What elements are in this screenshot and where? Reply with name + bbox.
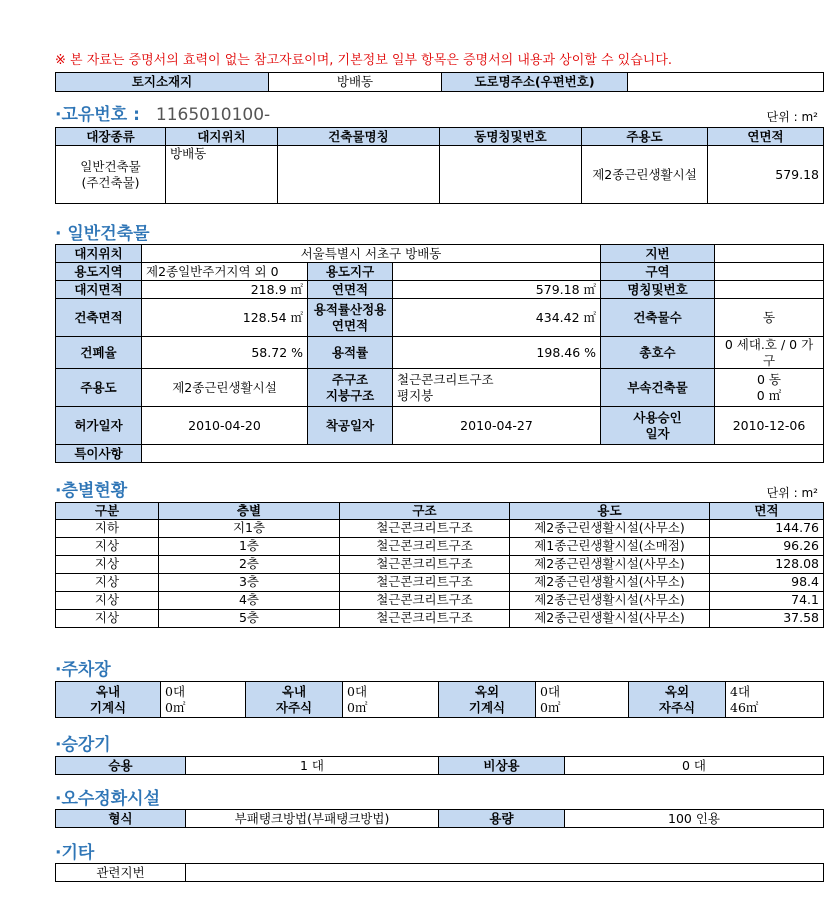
parking-count: 0대 — [165, 683, 186, 699]
table-row — [56, 555, 824, 573]
far-area-label-line2: 연면적 — [331, 317, 369, 333]
floor-structure: 철근콘크리트구조 — [340, 555, 510, 573]
lot-label: 지번 — [601, 245, 715, 263]
parking-indoor-mech-label — [56, 682, 161, 718]
floor-structure: 철근콘크리트구조 — [340, 519, 510, 537]
ledger-site: 방배동 — [166, 146, 278, 204]
structure-value — [393, 369, 601, 407]
floor-kind: 지상 — [56, 609, 159, 627]
main-use-value: 제2종근린생활시설 — [142, 369, 308, 407]
floor-use: 제2종근린생활시설(사무소) — [510, 591, 710, 609]
annex-label: 부속건축물 — [601, 369, 715, 407]
table-row — [56, 609, 824, 627]
septic-type-value: 부패탱크방법(부패탱크방법) — [186, 810, 439, 828]
septic-type-label: 형식 — [56, 810, 186, 828]
bcr-value: 58.72 % — [142, 337, 308, 369]
far-label: 용적률 — [308, 337, 393, 369]
parking-label-line1: 옥외 — [474, 683, 500, 699]
permit-date-label: 허가일자 — [56, 407, 142, 445]
ledger-main-use: 제2종근린생활시설 — [582, 146, 708, 204]
related-lot-label: 관련지번 — [56, 864, 186, 882]
floor-name: 4층 — [159, 591, 340, 609]
floors-header-kind: 구분 — [56, 503, 159, 520]
elevator-heading: ·승강기 — [55, 735, 111, 755]
parking-label-line1: 옥내 — [95, 683, 121, 699]
site-value: 서울특별시 서초구 방배동 — [142, 245, 601, 263]
unit-label: 단위 : m² — [766, 110, 818, 124]
special-label: 특이사항 — [56, 445, 142, 463]
table-row — [56, 573, 824, 591]
header-floor-area: 연면적 — [708, 128, 824, 146]
approval-date-label-line1: 사용승인 — [633, 410, 682, 426]
site-label: 대지위치 — [56, 245, 142, 263]
related-lot-value — [186, 864, 824, 882]
unique-number-title: ·고유번호 : — [55, 105, 140, 125]
parking-outdoor-mech-label — [439, 682, 536, 718]
septic-heading: ·오수정화시설 — [55, 789, 160, 809]
floors-unit-label: 단위 : m² — [766, 486, 818, 500]
units-label: 총호수 — [601, 337, 715, 369]
dong-name-label: 명칭및번호 — [601, 281, 715, 299]
floor-use: 제2종근린생활시설(사무소) — [510, 519, 710, 537]
floor-name: 2층 — [159, 555, 340, 573]
far-value: 198.46 % — [393, 337, 601, 369]
ledger-bldg-name — [278, 146, 440, 204]
parking-count: 0대 — [540, 683, 561, 699]
road-address-value — [628, 73, 824, 92]
parking-count: 0대 — [347, 683, 368, 699]
area-value — [715, 263, 824, 281]
table-row — [56, 537, 824, 555]
header-main-use: 주용도 — [582, 128, 708, 146]
floor-area: 144.76 — [710, 519, 824, 537]
table-row — [56, 591, 824, 609]
units-value: 0 세대.호 / 0 가구 — [715, 337, 824, 369]
parking-indoor-self-value — [343, 682, 439, 718]
floor-area: 98.4 — [710, 573, 824, 591]
floor-kind: 지상 — [56, 537, 159, 555]
dong-name-value — [715, 281, 824, 299]
floors-table — [55, 502, 824, 628]
building-area-value: 128.54 ㎡ — [142, 299, 308, 337]
floor-kind: 지상 — [56, 555, 159, 573]
annex-area: 0 ㎡ — [756, 387, 782, 403]
ledger-type-line2: (주건축물) — [81, 174, 140, 190]
floor-use: 제2종근린생활시설(사무소) — [510, 609, 710, 627]
etc-heading: ·기타 — [55, 843, 95, 863]
floors-header-floor: 층별 — [159, 503, 340, 520]
structure-value-roof: 평지붕 — [397, 387, 434, 403]
floors-heading: ·층별현황 — [55, 481, 128, 501]
ledger-type-line1: 일반건축물 — [80, 158, 141, 174]
location-table — [55, 72, 824, 92]
parking-area: 0㎡ — [347, 699, 368, 715]
building-area-label: 건축면적 — [56, 299, 142, 337]
parking-label-line2: 자주식 — [658, 699, 696, 715]
lot-value — [715, 245, 824, 263]
ledger-summary-table — [55, 127, 824, 204]
floor-use: 제2종근린생활시설(사무소) — [510, 555, 710, 573]
floor-area: 128.08 — [710, 555, 824, 573]
structure-label-line1: 주구조 — [331, 372, 369, 388]
parking-area: 46㎡ — [730, 699, 759, 715]
ledger-type — [56, 146, 166, 204]
start-date-value: 2010-04-27 — [393, 407, 601, 445]
parking-indoor-mech-value — [161, 682, 246, 718]
district-label: 용도지구 — [308, 263, 393, 281]
parking-area: 0㎡ — [165, 699, 186, 715]
far-area-label-line1: 용적률산정용 — [313, 301, 387, 317]
floor-name: 5층 — [159, 609, 340, 627]
floor-structure: 철근콘크리트구조 — [340, 537, 510, 555]
area-label: 구역 — [601, 263, 715, 281]
table-row — [56, 519, 824, 537]
location-label: 토지소재지 — [56, 73, 269, 92]
header-bldg-name: 건축물명칭 — [278, 128, 440, 146]
floors-header-use: 용도 — [510, 503, 710, 520]
elevator-table — [55, 756, 824, 775]
floor-name: 1층 — [159, 537, 340, 555]
parking-label-line2: 기계식 — [468, 699, 506, 715]
floor-area: 96.26 — [710, 537, 824, 555]
parking-area: 0㎡ — [540, 699, 561, 715]
main-use-label: 주용도 — [56, 369, 142, 407]
unique-number-heading — [55, 100, 270, 125]
floor-kind: 지상 — [56, 573, 159, 591]
parking-outdoor-self-label — [629, 682, 726, 718]
unique-number: 1165010100- — [155, 105, 271, 125]
annex-count: 0 동 — [757, 372, 782, 388]
floor-use: 제1종근린생활시설(소매점) — [510, 537, 710, 555]
parking-indoor-self-label — [246, 682, 343, 718]
elevator-emergency-value: 0 대 — [565, 757, 824, 775]
approval-date-label — [601, 407, 715, 445]
approval-date-value: 2010-12-06 — [715, 407, 824, 445]
parking-label-line1: 옥내 — [281, 683, 307, 699]
far-area-value: 434.42 ㎡ — [393, 299, 601, 337]
floor-name: 지1층 — [159, 519, 340, 537]
building-count-label: 건축물수 — [601, 299, 715, 337]
floor-structure: 철근콘크리트구조 — [340, 591, 510, 609]
elevator-passenger-label: 승용 — [56, 757, 186, 775]
header-ledger-type: 대장종류 — [56, 128, 166, 146]
location-value: 방배동 — [269, 73, 442, 92]
annex-value — [715, 369, 824, 407]
start-date-label: 착공일자 — [308, 407, 393, 445]
floor-name: 3층 — [159, 573, 340, 591]
elevator-emergency-label: 비상용 — [439, 757, 565, 775]
parking-label-line1: 옥외 — [664, 683, 690, 699]
general-building-table — [55, 244, 824, 463]
septic-table — [55, 809, 824, 828]
floor-use: 제2종근린생활시설(사무소) — [510, 573, 710, 591]
disclaimer-notice: ※ 본 자료는 증명서의 효력이 없는 참고자료이며, 기본정보 일부 항목은 증명서의 내용과 상이할 수 있습니다. — [55, 53, 673, 68]
header-site: 대지위치 — [166, 128, 278, 146]
total-floor-area-label: 연면적 — [308, 281, 393, 299]
structure-label-line2: 지붕구조 — [325, 387, 375, 403]
etc-table — [55, 863, 824, 882]
parking-table — [55, 681, 824, 718]
parking-label-line2: 기계식 — [89, 699, 127, 715]
total-floor-area-value: 579.18 ㎡ — [393, 281, 601, 299]
floor-structure: 철근콘크리트구조 — [340, 609, 510, 627]
land-area-value: 218.9 ㎡ — [142, 281, 308, 299]
ledger-floor-area: 579.18 — [708, 146, 824, 204]
parking-outdoor-mech-value — [536, 682, 629, 718]
general-building-heading: · 일반건축물 — [55, 224, 150, 244]
floors-header-structure: 구조 — [340, 503, 510, 520]
elevator-passenger-value: 1 대 — [186, 757, 439, 775]
floor-structure: 철근콘크리트구조 — [340, 573, 510, 591]
septic-capacity-value: 100 인용 — [565, 810, 824, 828]
land-area-label: 대지면적 — [56, 281, 142, 299]
parking-label-line2: 자주식 — [275, 699, 313, 715]
parking-count: 4대 — [730, 683, 751, 699]
floor-area: 37.58 — [710, 609, 824, 627]
zone-value: 제2종일반주거지역 외 0 — [142, 263, 308, 281]
structure-value-main: 철근콘크리트구조 — [397, 372, 494, 388]
district-value — [393, 263, 601, 281]
building-count-value: 동 — [715, 299, 824, 337]
special-value — [142, 445, 824, 463]
permit-date-value: 2010-04-20 — [142, 407, 308, 445]
zone-label: 용도지역 — [56, 263, 142, 281]
structure-label — [308, 369, 393, 407]
bcr-label: 건폐율 — [56, 337, 142, 369]
septic-capacity-label: 용량 — [439, 810, 565, 828]
parking-outdoor-self-value — [726, 682, 824, 718]
floors-header-area: 면적 — [710, 503, 824, 520]
floor-area: 74.1 — [710, 591, 824, 609]
far-area-label — [308, 299, 393, 337]
ledger-dong-name — [440, 146, 582, 204]
header-dong-name: 동명칭및번호 — [440, 128, 582, 146]
parking-heading: ·주차장 — [55, 660, 111, 680]
floor-kind: 지상 — [56, 591, 159, 609]
road-address-label: 도로명주소(우편번호) — [442, 73, 628, 92]
floor-kind: 지하 — [56, 519, 159, 537]
approval-date-label-line2: 일자 — [645, 425, 670, 441]
